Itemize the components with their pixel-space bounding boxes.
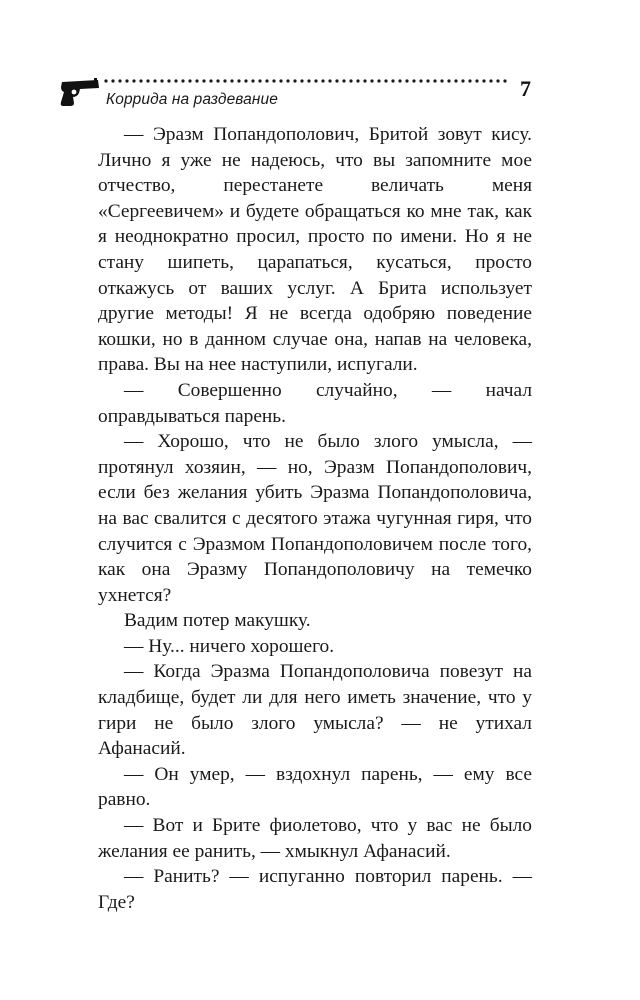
running-title: Коррида на раздевание [106, 91, 278, 108]
body-text [98, 122, 532, 915]
paragraph: — Эразм Попандополович, Бритой зовут кису. Лично я уже не надеюсь, что вы запомните мое отчество, перестанете величать меня «Сергеевичем» и будете обращаться ко мне так, как я неоднократно просил, просто по имени. Но я не стану шипеть, царапаться, кусаться, просто откажусь от ваших услуг. А Брита использует другие методы! Я не всегда одобряю поведение кошки, но в данном случае она, напав на человека, права. Вы на нее наступили, испугали. [98, 124, 532, 376]
page-number: 7 [520, 76, 531, 101]
paragraph: — Ранить? — испуганно повторил парень. — Где? [98, 866, 532, 913]
revolver-icon [58, 76, 102, 108]
paragraph: — Совершенно случайно, — начал оправдываться парень. [98, 379, 532, 427]
paragraph: — Ну... ничего хорошего. [124, 635, 335, 657]
header-dotted-rule [104, 78, 509, 84]
running-header [58, 68, 558, 118]
paragraph: Вадим потер макушку. [124, 610, 311, 632]
paragraph: — Вот и Брите фиолетово, что у вас не было желания ее ранить, — хмыкнул Афанасий. [98, 815, 532, 862]
paragraph: — Он умер, — вздохнул парень, — ему все равно. [98, 763, 532, 811]
paragraph: — Когда Эразма Попандополовича повезут на кладбище, будет ли для него иметь значение, что у гири не было злого умысла? — не утихал Афанасий. [98, 661, 532, 760]
paragraph: — Хорошо, что не было злого умысла, — протянул хозяин, — но, Эразм Попандополович, если без желания убить Эразма Попандополовича, на вас свалится с десятого этажа чугунная гиря, что случится с Эразмом Попандополовичем после того, как она Эразму Попандополовичу на темечко ухнется? [98, 431, 532, 606]
